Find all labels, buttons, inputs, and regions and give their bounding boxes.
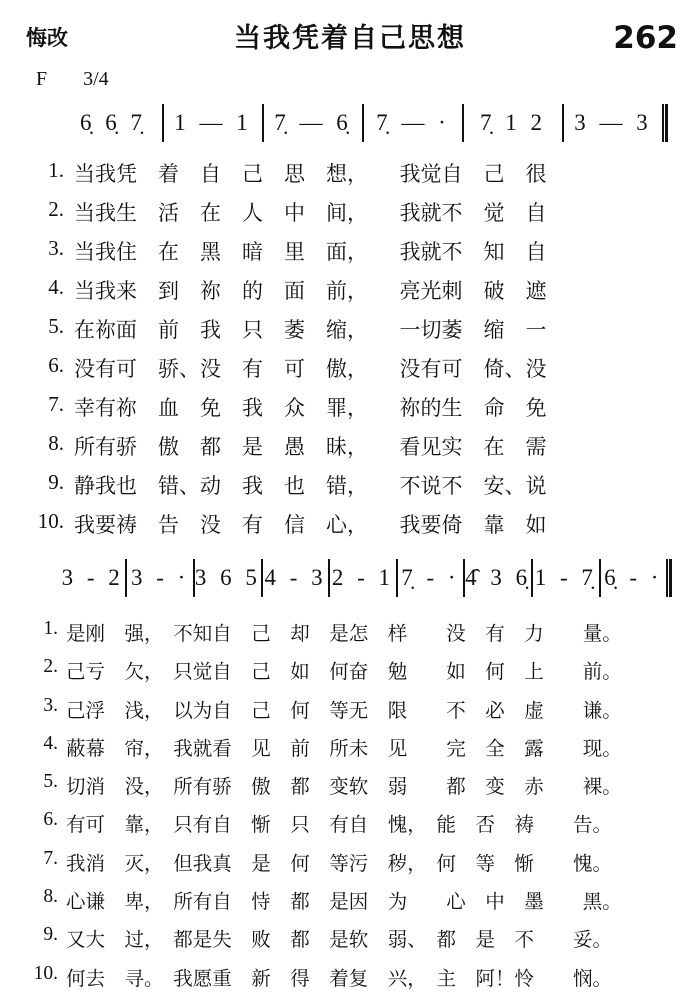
verse-number: 2.	[43, 656, 58, 678]
lyric-text: 当我凭 着 自 己 思 想， 我觉自 己 很	[74, 162, 547, 186]
verse-number: 4.	[43, 732, 58, 754]
lyric-text: 在祢面 前 我 只 萎 缩， 一切萎 缩 一	[74, 318, 547, 342]
lyric-line	[0, 503, 700, 542]
key-time-signature	[36, 68, 109, 91]
lyric-text: 己亏 欠， 只觉自 己 如 何奋 勉 如 何 上 前。	[66, 660, 622, 684]
verse-number: 3.	[43, 694, 58, 716]
notation-measure: 3 - ·	[130, 565, 190, 590]
lyric-text: 己浮 浅， 以为自 己 何 等无 限 不 必 虚 谦。	[66, 698, 622, 722]
lyric-line	[0, 269, 700, 308]
notation-measure: 7̣ - ·	[401, 565, 460, 590]
notation-measure: 3 — 3	[574, 110, 652, 135]
notation-measure: 1 - 7̣	[534, 565, 597, 590]
verse-number: 10.	[37, 509, 64, 533]
key-signature: F	[36, 68, 48, 90]
lyric-text: 蔽幕 帘， 我就看 见 前 所未 见 完 全 露 现。	[66, 736, 622, 760]
verse-number: 5.	[43, 771, 58, 793]
lyric-line	[0, 842, 700, 880]
lyric-text: 当我来 到 祢 的 面 前， 亮光刺 破 遮	[74, 279, 547, 303]
lyric-line	[0, 689, 700, 727]
lyric-line	[0, 957, 700, 995]
lyrics-block-2	[0, 612, 700, 995]
lyric-line	[0, 612, 700, 650]
notation-measure: 7̣ — ·	[376, 110, 450, 135]
lyric-text: 我要祷 告 没 有 信 心， 我要倚 靠 如	[74, 513, 547, 537]
lyric-text: 没有可 骄、没 有 可 傲， 没有可 倚、没	[74, 357, 547, 381]
lyric-text: 又大 过， 都是失 败 都 是软 弱、 都 是 不 妥。	[66, 928, 613, 952]
lyric-text: 当我住 在 黑 暗 里 面， 我就不 知 自	[74, 240, 547, 264]
verse-number: 6.	[48, 353, 64, 377]
lyric-line	[0, 765, 700, 803]
verse-number: 2.	[48, 197, 64, 221]
lyric-line	[0, 308, 700, 347]
bar-line	[666, 559, 672, 597]
lyric-text: 当我生 活 在 人 中 间， 我就不 觉 自	[74, 201, 547, 225]
notation-measure: 2 - 1	[331, 565, 395, 590]
verse-number: 9.	[48, 470, 64, 494]
verse-number: 8.	[48, 431, 64, 455]
lyric-line	[0, 347, 700, 386]
lyric-text: 我消 灭， 但我真 是 何 等污 秽， 何 等 惭 愧。	[66, 851, 613, 875]
category-label: 悔改	[26, 26, 68, 50]
notation-measure: 7̣ — 6̣	[274, 110, 352, 135]
verse-number: 7.	[48, 392, 64, 416]
lyric-line	[0, 880, 700, 918]
notation-measure: 4 - 3	[264, 565, 327, 590]
lyric-line	[0, 464, 700, 503]
lyric-line	[0, 230, 700, 269]
lyric-line	[0, 727, 700, 765]
lyric-line	[0, 918, 700, 956]
notation-measure: 1 — 1	[174, 110, 252, 135]
page-title: 当我凭着自己思想	[234, 23, 466, 54]
hymn-number: 262	[613, 20, 678, 56]
lyric-text: 切消 没， 所有骄 傲 都 变软 弱 都 变 赤 裸。	[66, 775, 622, 799]
verse-number: 6.	[43, 809, 58, 831]
notation-measure: 6̣ - ·	[604, 565, 663, 590]
verse-number: 4.	[48, 275, 64, 299]
bar-line	[662, 104, 668, 142]
notation-line-2	[60, 557, 672, 599]
lyric-line	[0, 803, 700, 841]
verse-number: 3.	[48, 236, 64, 260]
verse-number: 1.	[48, 158, 64, 182]
verse-number: 10.	[33, 962, 58, 984]
lyric-text: 所有骄 傲 都 是 愚 昧， 看见实 在 需	[74, 435, 547, 459]
verse-number: 5.	[48, 314, 64, 338]
notation-measure: 3 - 2	[61, 565, 124, 590]
lyric-line	[0, 425, 700, 464]
lyric-line	[0, 152, 700, 191]
lyric-text: 幸有祢 血 免 我 众 罪， 祢的生 命 免	[74, 396, 547, 420]
lyric-text: 何去 寻。 我愿重 新 得 着复 兴， 主 阿！怜 悯。	[66, 966, 613, 990]
lyric-text: 是刚 强， 不知自 己 却 是怎 样 没 有 力 量。	[66, 622, 622, 645]
verse-number: 8.	[43, 886, 58, 908]
verse-number: 7.	[43, 847, 58, 869]
lyric-line	[0, 191, 700, 230]
time-signature: 3/4	[83, 68, 109, 90]
notation-measure: 6̣ 6̣ 7̣	[80, 110, 146, 135]
notation-line-1	[64, 102, 668, 144]
notation-measure: 3 6 5	[194, 565, 261, 590]
verse-number: 1.	[43, 618, 58, 639]
notation-measure: 7̣ 1 2	[480, 110, 546, 135]
notation-measure: 4̑ 3 6̣	[465, 565, 532, 590]
lyric-line	[0, 386, 700, 425]
lyric-text: 心谦 卑， 所有自 恃 都 是因 为 心 中 墨 黑。	[66, 890, 622, 914]
lyrics-block-1	[0, 152, 700, 542]
lyric-text: 静我也 错、动 我 也 错， 不说不 安、说	[74, 474, 547, 498]
verse-number: 9.	[43, 924, 58, 946]
lyric-line	[0, 650, 700, 688]
lyric-text: 有可 靠， 只有自 惭 只 有自 愧， 能 否 祷 告。	[66, 813, 613, 837]
